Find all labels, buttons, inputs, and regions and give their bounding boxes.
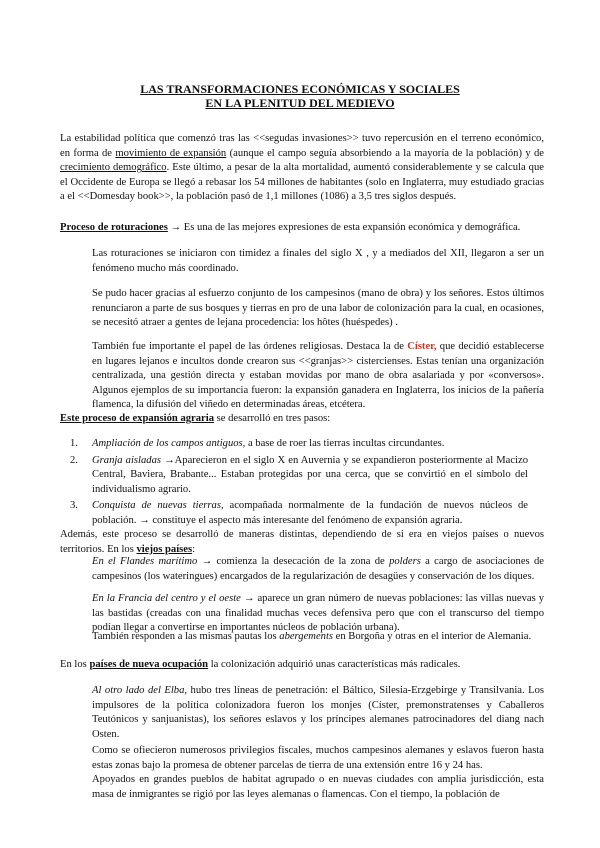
- list-number: 3.: [70, 500, 78, 512]
- roturaciones-heading-line: [60, 221, 544, 236]
- steps-list: [70, 437, 528, 531]
- tambien-text-2: en Borgoña y otras en el interior de Alemania.: [333, 631, 532, 642]
- list-item: [70, 437, 528, 452]
- expansion-heading: Este proceso de expansión agraria: [60, 413, 214, 424]
- nueva-text-2: la colonización adquirió unas características más radicales.: [208, 659, 461, 670]
- nueva-ocupacion-heading: países de nueva ocupación: [89, 659, 209, 670]
- roturaciones-paragraph-1: Las roturaciones se iniciaron con timidez a finales del siglo X , y a mediados del XII, llegaron a ser un fenómeno mucho más coordinado.: [92, 248, 544, 274]
- expansion-heading-line: [60, 412, 544, 427]
- flandes-title: En el Flandes marítimo: [92, 556, 198, 567]
- list-number: 2.: [70, 454, 78, 466]
- elba-paragraph: [92, 684, 544, 742]
- nueva-text-1: En los: [60, 659, 90, 670]
- expansion-text: se desarrolló en tres pasos:: [214, 413, 331, 424]
- list-item: [70, 499, 528, 528]
- flandes-text-1: → comienza la desecación de la zona de: [197, 556, 390, 567]
- privilegios-paragraph: Como se ofiecieron numerosos privilegios fiscales, muchos campesinos alemanes y eslavos fueron hasta estas zonas bajo la promesa de obtener parcelas de tierra de una extensión entre 16 y 24 has.: [92, 745, 544, 771]
- tambien-paragraph: [92, 630, 544, 645]
- cister-text-2: que decidió establecerse en lugares lejanos e incultos donde crearon sus <<granjas>> cistercienses. Estas tenían una organización centralizada, una gestión directa y estaban movidas por mano de obra asalariada y por «conversos». Algunos ejemplos de su importancia fueron: la expansión ganadera en Inglaterra, los inicios de la pañería flamenca, la difusión del viñedo en determinadas áreas, etcétera.: [92, 341, 544, 411]
- step-title: Conquista de nuevas tierras: [92, 500, 221, 512]
- step-text: , acompañada normalmente de la fundación de nuevos núcleos de población. → constituye el aspecto más interesante del fenómeno de expansión agraria.: [92, 500, 528, 526]
- intro-text-2: (aunque el campo seguía absorbiendo a la mayoría de la población) y de: [226, 147, 544, 159]
- apoyados-paragraph: Apoyados en grandes pueblos de habitat agrupado o en nuevas ciudades con amplia jurisdicción, esta masa de inmigrantes se rigió por las leyes alemanas o flamencas. Con el tiempo, la población de: [92, 774, 544, 800]
- elba-title: Al otro lado del Elba: [92, 685, 185, 696]
- abergements-term: abergements: [279, 631, 334, 642]
- roturaciones-heading: Proceso de roturaciones: [60, 222, 168, 233]
- title-line-2: EN LA PLENITUD DEL MEDIEVO: [205, 96, 395, 110]
- roturaciones-text: Es una de las mejores expresiones de esta expansión económica y demográfica.: [181, 222, 521, 233]
- polders-term: polders: [389, 556, 421, 567]
- title-line-1: LAS TRANSFORMACIONES ECONÓMICAS Y SOCIALES: [140, 82, 460, 96]
- intro-text-3: . Este último, a pesar de la alta mortalidad, aumentó considerablemente y se calcula que el Occidente de Europa se llegó a rebasar los 54 millones de habitantes (solo en Inglaterra, muy estudiado gracias a el <<Domesday book>>, la población pasó de 1,1 millones (1086) a 3,5 tres siglos después.: [60, 162, 544, 203]
- ademas-paragraph: [60, 528, 544, 557]
- elba-text: , hubo tres líneas de penetración: el Báltico, Silesia-Erzgebirge y Transilvania. Los impulsores de la política colonizadora fueron los monjes (Císter, premonstratenses y Caballeros Teutónicos y sanjuanistas), los señores eslavos y los príncipes alemanes patrocinadores del diang nach Osten.: [92, 685, 544, 740]
- cister-text-1: También fue importante el papel de las órdenes religiosas. Destaca la de: [92, 341, 408, 352]
- tambien-text-1: También responden a las mismas pautas los: [92, 631, 280, 642]
- flandes-paragraph: [92, 555, 544, 584]
- intro-underline-2: crecimiento demográfico: [60, 162, 167, 174]
- cister-highlight: Císter,: [407, 341, 437, 352]
- step-text: →Aparecieron en el siglo X en Auvernia y se expandieron posteriormente al Macizo Central, Baviera, Brabante... Estaban protegidas por una cerca, que se convirtió en el símbolo del individualismo agrario.: [92, 454, 528, 495]
- step-title: Ampliación de los campos antiguos: [92, 438, 243, 449]
- ademas-text: Además, este proceso se desarrolló de maneras distintas, dependiendo de si era en viejos países o nuevos territorios. En los: [60, 529, 544, 555]
- arrow-icon: →: [170, 222, 182, 233]
- list-item: [70, 454, 528, 498]
- nueva-ocupacion-line: [60, 658, 544, 673]
- intro-text-1: La estabilidad política que comenzó tras las <<segudas invasiones>> tuvo repercusión en el terreno económico, en forma de: [60, 133, 544, 159]
- flandes-text-2: a cargo de asociaciones de campesinos (los wateringues) encargados de la regularización de desagües y conservación de los diques.: [92, 556, 544, 582]
- francia-title: En la Francia del centro y el oeste: [92, 593, 241, 604]
- intro-paragraph: [60, 132, 544, 205]
- intro-underline-1: movimiento de expansión: [115, 147, 227, 159]
- list-number: 1.: [70, 438, 78, 449]
- step-text: , a base de roer las tierras incultas circundantes.: [242, 438, 445, 449]
- viejos-paises-heading: viejos países: [136, 543, 193, 555]
- ademas-colon: :: [192, 543, 196, 555]
- step-title: Granja aisladas: [92, 454, 161, 466]
- roturaciones-paragraph-2: Se pudo hacer gracias al esfuerzo conjunto de los campesinos (mano de obra) y los señores. Estos últimos renunciaron a parte de sus bosques y tierras en pro de una labor de colonización para la cual, en ocasiones, se necesitó atraer a gentes de lejana procedencia: los hôtes (huéspedes) .: [92, 288, 544, 329]
- francia-text: → aparece un gran número de nuevas poblaciones: las villas nuevas y las bastidas (creadas con una finalidad muchas veces defensiva pero que con el transcurso del tiempo podían llegar a convertirse en importantes núcleos de población urbana).: [92, 593, 544, 634]
- roturaciones-paragraph-3: [92, 340, 544, 413]
